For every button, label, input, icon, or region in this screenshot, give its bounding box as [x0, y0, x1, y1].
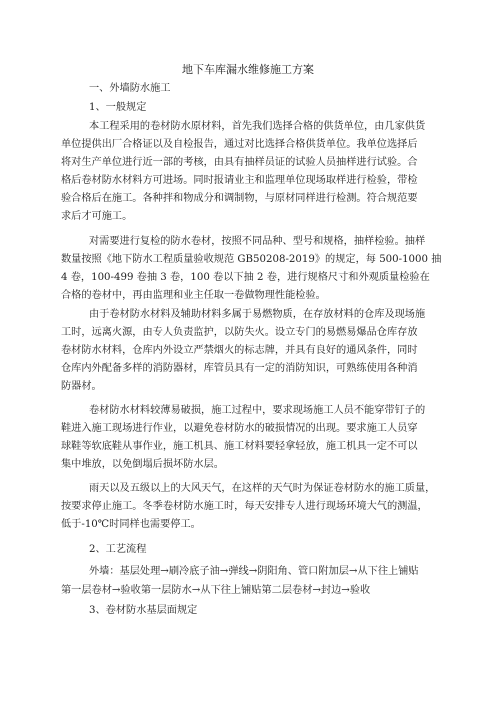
subsection-heading: 3、卷材防水基层面规定 [89, 605, 198, 616]
paragraph-line: 防器材。 [61, 381, 102, 392]
paragraph-line: 卷材防水材料，仓库内外设立严禁烟火的标志牌，并具有良好的通风条件，同时 [61, 345, 418, 356]
paragraph-line: 外墙：基层处理→刷冷底子油→弹线→阴阳角、管口附加层→从下往上铺贴 [89, 566, 419, 577]
paragraph-line: 集中堆放，以免倒塌后损坏防水层。 [61, 459, 224, 470]
paragraph-line: 第一层卷材→验收第一层防水→从下往上铺贴第二层卷材→封边→验收 [61, 585, 371, 596]
paragraph-line: 4 卷，100-499 卷抽 3 卷，100 卷以下抽 2 卷，进行规格尺寸和外观质量检验在 [61, 272, 430, 283]
paragraph-line: 卷材防水材料较薄易破损，施工过程中，要求现场施工人员不能穿带钉子的 [89, 405, 426, 416]
subsection-heading: 1、一般规定 [89, 102, 147, 113]
paragraph-line: 本工程采用的卷材防水原材料，首先我们选择合格的供货单位，由几家供货 [89, 121, 426, 132]
document-title: 地下车库漏水维修施工方案 [182, 63, 314, 76]
paragraph-line: 仓库内外配备多样的消防器材，库管员具有一定的消防知识，可熟练使用各种消 [61, 363, 418, 374]
paragraph-line: 工时，远离火源，由专人负责监护，以防失火。设立专门的易燃易爆品仓库存放 [61, 327, 418, 338]
paragraph-line: 数量按照《地下防水工程质量验收规范 GB50208-2019》的规定，每 500-1000 抽 [61, 254, 442, 265]
section-heading: 一、外墙防水施工 [89, 83, 171, 94]
subsection-heading: 2、工艺流程 [89, 544, 147, 555]
paragraph-line: 合格的卷材中，再由监理和业主任取一卷做物理性能检验。 [61, 290, 326, 301]
paragraph-line: 雨天以及五级以上的大风天气，在这样的天气时为保证卷材防水的施工质量， [89, 483, 436, 494]
paragraph-line: 鞋进入施工现场进行作业，以避免卷材防水的破损情况的出现。要求施工人员穿 [61, 423, 418, 434]
paragraph-line: 低于-10℃时同样也需要停工。 [61, 519, 201, 530]
paragraph-line: 球鞋等软底鞋从事作业，施工机具、施工材料要轻拿轻放，施工机具一定不可以 [61, 441, 418, 452]
paragraph-line: 求后才可施工。 [61, 211, 133, 222]
paragraph-line: 格后卷材防水材料方可进场。同时报请业主和监理单位现场取样进行检验，带检 [61, 175, 418, 186]
paragraph-line: 按要求停止施工。冬季卷材防水施工时，每天安排专人进行现场环境大气的测温， [61, 501, 428, 512]
paragraph-line: 对需要进行复检的防水卷材，按照不同品种、型号和规格，抽样检验。抽样 [89, 236, 426, 247]
paragraph-line: 将对生产单位进行近一部的考核，由具有抽样员证的试验人员抽样进行试验。合 [61, 157, 418, 168]
paragraph-line: 由于卷材防水材料及辅助材料多属于易燃物质，在存放材料的仓库及现场施 [89, 309, 426, 320]
paragraph-line: 单位提供出厂合格证以及自检报告，通过对比选择合格供货单位。我单位选择后 [61, 139, 418, 150]
paragraph-line: 验合格后在施工。各种拌和物成分和调制物，与原材同样进行检测。符合规范要 [61, 193, 418, 204]
